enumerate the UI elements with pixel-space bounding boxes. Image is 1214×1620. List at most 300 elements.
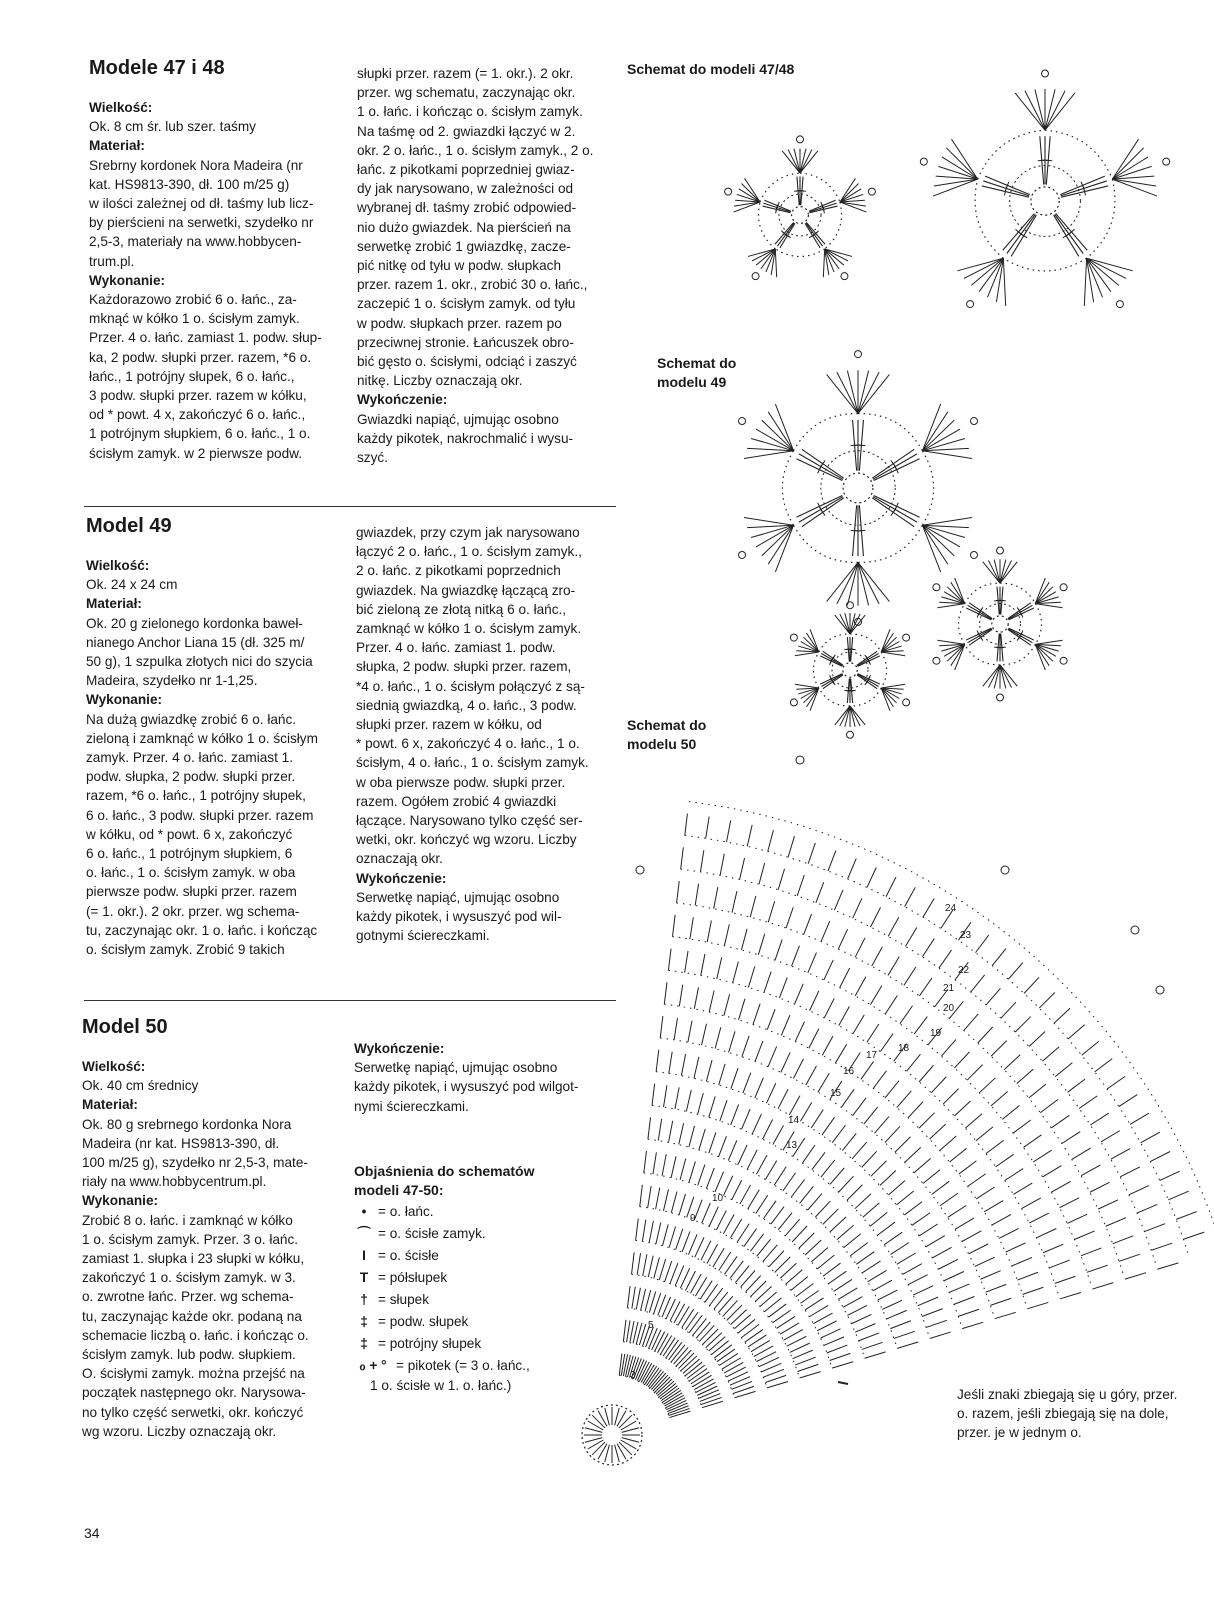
doily-stitch: [733, 1386, 754, 1393]
star-49-small-stitch: [969, 603, 992, 619]
doily-stitch: [632, 1252, 635, 1274]
doily-stitch: [824, 998, 834, 1018]
doily-stitch: [685, 1362, 702, 1376]
doily-stitch: [992, 949, 1006, 966]
star-49-large-fan-stitch: [837, 562, 858, 603]
doily-stitch: [759, 1357, 779, 1366]
text-line: Na taśmę od 2. gwiazdki łączyć w 2.: [357, 123, 576, 139]
star-49-small-fan-stitch: [937, 640, 964, 644]
text-line: ścisłym zamyk. w 2 pierwsze podw.: [89, 445, 303, 461]
star-47-48-fan-stitch: [1087, 258, 1119, 285]
star-49-large-tick: [857, 445, 865, 446]
star-47-48-partial-fan-stitch: [748, 249, 775, 256]
material-label: Materiał:: [86, 596, 142, 612]
text-line: modelu 49: [657, 374, 727, 390]
doily-stitch: [1081, 1165, 1100, 1176]
text-line: 1 o. ścisłym zamyk. Przer. 3 o. łańc.: [82, 1231, 299, 1247]
doily-stitch: [685, 1312, 698, 1330]
star-49-partial-tick: [830, 658, 833, 665]
doily-stitch: [755, 1286, 771, 1301]
star-49-small-fan-stitch: [1000, 562, 1017, 583]
star-49-small-chain: [965, 583, 1000, 603]
text-line: przer. wg schematu, zaczynając okr.: [357, 85, 576, 101]
star-49-small-tick: [978, 609, 982, 616]
star-49-partial-tick: [866, 677, 870, 684]
doily-stitch: [786, 1270, 803, 1284]
star-49-partial-stitch: [858, 674, 880, 685]
doily-stitch: [1157, 1263, 1178, 1269]
note-text: [957, 1385, 1197, 1442]
doily-stitch: [1022, 1198, 1041, 1209]
star-49-partial-stitch: [857, 651, 877, 665]
doily-stitch: [919, 1065, 933, 1082]
doily-stitch: [742, 1036, 749, 1057]
doily-stitch: [823, 1209, 839, 1225]
pointer-mark: [838, 1382, 848, 1384]
text-line: łańc., 1 potrójny słupek, 6 o. łańc.,: [89, 368, 295, 384]
star-49-partial-fan-stitch: [796, 688, 818, 689]
star-49-partial-tick: [831, 655, 836, 662]
text-line: (= 1. okr.). 2 okr. przer. wg schema-: [86, 903, 300, 919]
doily-stitch: [663, 1338, 675, 1356]
star-47-48-tick: [1066, 232, 1072, 237]
star-49-small-chain: [959, 604, 965, 645]
star-49-partial-tick: [866, 656, 870, 663]
text-line: oznaczają okr.: [356, 851, 443, 867]
doily-stitch: [800, 1372, 821, 1378]
star-49-large-tick: [819, 463, 823, 470]
star-49-partial-fan-stitch: [796, 651, 818, 652]
doily-stitch: [847, 1305, 867, 1315]
text-line: Każdorazowo zrobić 6 o. łańc., za-: [89, 292, 297, 308]
doily-center-stitch: [585, 1428, 602, 1433]
doily-center-stitch: [622, 1438, 639, 1443]
star-49-large-fan-stitch: [922, 451, 972, 459]
star-49-large-picot: [855, 618, 862, 625]
star-49-small-fan-stitch: [1000, 665, 1012, 688]
doily-stitch: [918, 1297, 938, 1306]
star-47-48-fan-stitch: [934, 179, 978, 186]
star-47-48-picot: [920, 158, 927, 165]
doily-stitch: [986, 988, 1000, 1005]
doily-stitch: [659, 1259, 665, 1280]
doily-stitch: [681, 1054, 685, 1076]
doily-picot: [636, 866, 644, 874]
star-49-partial-fan-stitch: [798, 646, 819, 652]
doily-stitch: [649, 1328, 658, 1348]
section-model-50-cont: [354, 1039, 597, 1116]
doily-stitch: [954, 1052, 969, 1068]
doily-stitch: [719, 1064, 725, 1085]
doily-stitch: [1024, 977, 1039, 993]
doily-stitch: [744, 1229, 757, 1247]
star-49-small-stitch: [1008, 605, 1032, 619]
star-49-partial-fan-stitch: [798, 688, 819, 694]
star-47-48-partial-fan-stitch: [745, 178, 761, 202]
text-line: Serwetkę napiąć, ujmując osobno: [356, 889, 560, 905]
doily-stitch: [666, 1299, 675, 1319]
doily-stitch: [1051, 1181, 1070, 1192]
round-number: 3: [630, 1370, 636, 1381]
star-47-48-tick: [1015, 229, 1021, 234]
round-number: 16: [843, 1066, 855, 1077]
doily-chain-round: [636, 1240, 800, 1377]
doily-stitch: [882, 1300, 902, 1309]
doily-stitch: [652, 1084, 655, 1106]
doily-stitch: [922, 938, 934, 956]
star-49-partial-fan-stitch: [807, 688, 819, 707]
doily-stitch: [778, 869, 784, 890]
doily-stitch: [671, 1345, 685, 1362]
doily-stitch: [830, 1168, 844, 1185]
doily-stitch: [649, 1221, 653, 1243]
doily-stitch: [748, 966, 754, 987]
doily-center-stitch: [615, 1445, 620, 1462]
star-47-48-partial-fan-stitch: [825, 249, 834, 272]
text-line: 6 o. łańc., 1 potrójnym słupkiem, 6: [86, 846, 293, 862]
doily-stitch: [914, 1017, 927, 1035]
star-49-small-fan-stitch: [944, 644, 965, 656]
doily-stitch: [727, 820, 731, 842]
doily-stitch: [715, 1172, 724, 1192]
doily-stitch: [1067, 1079, 1085, 1092]
star-49-partial-picot: [903, 699, 910, 706]
doily-stitch: [739, 999, 745, 1020]
doily-stitch: [706, 1168, 714, 1189]
star-49-large-tick: [821, 509, 826, 516]
doily-stitch: [990, 1298, 1011, 1305]
doily-stitch: [855, 938, 865, 958]
star-47-48-partial-fan-stitch: [825, 249, 848, 261]
doily-stitch: [669, 1408, 690, 1415]
doily-stitch: [662, 1390, 680, 1402]
doily-stitch: [894, 1331, 915, 1338]
doily-center: [582, 1405, 642, 1465]
star-49-partial-stitch: [820, 674, 842, 685]
star-49-small-stitch: [997, 587, 999, 615]
star-49-large-tick: [851, 530, 859, 531]
star-47-48-partial-tick: [783, 232, 789, 237]
star-47-48-partial-fan-stitch: [825, 249, 844, 265]
doily-stitch: [724, 994, 730, 1015]
star-49-partial-fan-stitch: [850, 614, 860, 634]
doily-stitch: [765, 1161, 776, 1180]
doily-stitch: [707, 1244, 718, 1263]
star-47-48-partial-fan-stitch: [756, 249, 775, 265]
star-49-partial-fan-stitch: [881, 688, 896, 703]
star-49-partial-stitch: [823, 651, 843, 665]
doily-stitch: [797, 1364, 818, 1371]
star-47-48-stitch: [1007, 214, 1035, 253]
doily-stitch: [821, 1160, 835, 1177]
doily-stitch: [664, 982, 667, 1004]
star-47-48-fan-stitch: [1025, 91, 1045, 130]
doily-stitch: [1049, 1260, 1070, 1268]
doily-stitch: [1111, 1149, 1130, 1160]
text-line: w oba pierwsze podw. słupki przer.: [356, 774, 566, 790]
doily-stitch: [822, 1117, 835, 1135]
text-line: o. łańc., 1 o. ścisłym zamyk. w oba: [86, 865, 296, 881]
legend-text: = pikotek (= 3 o. łańc.,: [396, 1357, 530, 1373]
section-model-49: [86, 514, 332, 959]
round-number: 24: [945, 903, 957, 914]
text-line: wetki, okr. kończyć wg wzoru. Liczby: [356, 832, 577, 848]
doily-stitch: [776, 1316, 794, 1328]
doily-stitch: [1012, 1257, 1032, 1266]
doily-stitch: [730, 1377, 750, 1386]
doily-stitch: [699, 1129, 705, 1150]
doily-chain-round: [677, 903, 1124, 1277]
star-49-partial-fan-stitch: [850, 706, 855, 727]
doily-stitch: [954, 1297, 975, 1305]
doily-stitch: [738, 1145, 747, 1165]
star-49-large-center-ring: [843, 473, 873, 503]
doily-stitch: [769, 1251, 784, 1267]
text-line: każdy pikotek, nakrochmalić i wysu-: [357, 430, 574, 446]
star-47-48-fan-stitch: [1035, 89, 1045, 130]
doily-stitch: [759, 863, 765, 884]
doily-stitch: [867, 1024, 879, 1042]
doily-stitch: [791, 1179, 804, 1197]
star-47-48-fan-stitch: [942, 157, 978, 179]
doily-stitch: [847, 1185, 863, 1201]
doily-stitch: [768, 1046, 777, 1066]
material-text: [86, 614, 332, 691]
doily-stitch: [897, 1191, 914, 1205]
star-49-large-inner-ring: [821, 451, 895, 525]
doily-stitch: [643, 1365, 654, 1384]
star-49-small-tick: [1018, 632, 1022, 639]
text-line: razem, *6 o. łańc., 1 potrójny słupek,: [86, 788, 306, 804]
doily-stitch: [641, 1363, 652, 1382]
star-47-48-partial-picot: [868, 188, 875, 195]
doily-center-stitch: [619, 1442, 632, 1455]
doily-stitch: [743, 1073, 751, 1094]
star-47-48-fan-stitch: [964, 258, 1003, 278]
legend-title: [354, 1162, 599, 1200]
star-49-small-fan-stitch: [1035, 597, 1058, 604]
legend-text: = o. łańc.: [378, 1203, 434, 1219]
doily-stitch: [756, 1352, 776, 1362]
doily-stitch: [701, 954, 705, 976]
doily-stitch: [653, 1152, 656, 1174]
doily-stitch: [697, 1386, 717, 1395]
star-49-small-tick: [998, 600, 1006, 601]
star-49-large-fan-stitch: [768, 412, 793, 451]
doily-chain-round: [656, 1072, 962, 1327]
doily-stitch: [720, 1100, 727, 1121]
doily-center-stitch: [585, 1438, 602, 1443]
text-line: 1 potrójnym słupkiem, 6 o. łańc., 1 o.: [89, 426, 311, 442]
doily-stitch: [640, 1185, 643, 1207]
doily-stitch: [649, 1292, 655, 1313]
star-49-small-tick: [1018, 609, 1022, 616]
doily-stitch: [1023, 1287, 1044, 1294]
doily-stitch: [919, 1224, 937, 1236]
doily-stitch: [1090, 1182, 1110, 1192]
doily-stitch: [1081, 1248, 1102, 1256]
doily-stitch: [959, 1161, 977, 1174]
star-47-48-partial-stitch: [763, 206, 791, 213]
doily-stitch: [823, 1263, 841, 1276]
doily-stitch: [809, 1305, 828, 1316]
text-line: 2 o. łańc. z pikotkami poprzednich: [356, 563, 561, 579]
star-49-partial-fan-stitch: [881, 646, 902, 652]
star-47-48-partial-fan-stitch: [840, 202, 866, 206]
star-47-48-fan-stitch: [1087, 258, 1094, 302]
doily-stitch: [768, 901, 774, 922]
doily-stitch: [930, 1332, 951, 1338]
legend-text: = potrójny słupek: [378, 1335, 482, 1351]
star-47-48-tick: [1006, 182, 1009, 189]
doily-stitch: [839, 1006, 850, 1025]
star-47-48-tick: [1081, 182, 1084, 189]
star-49-partial-fan-stitch: [881, 642, 899, 653]
star-47-48-stitch: [1054, 215, 1079, 256]
star-49-partial-tick: [831, 678, 836, 685]
star-49-large-stitch: [873, 497, 917, 522]
doily-stitch: [1039, 993, 1055, 1009]
doily-picot: [796, 756, 804, 764]
doily-stitch: [792, 1226, 807, 1242]
doily-stitch: [818, 1073, 829, 1092]
doily-stitch: [1027, 1302, 1048, 1308]
doily-stitch: [853, 1015, 864, 1034]
star-49-small-stitch: [969, 629, 992, 645]
star-49-small-stitch: [966, 608, 991, 620]
doily-stitch: [865, 1352, 886, 1358]
legend-symbol: †: [360, 1291, 368, 1307]
star-49-partial-fan-stitch: [850, 706, 860, 726]
star-47-48-fan-stitch: [1112, 148, 1143, 179]
doily-stitch: [637, 1361, 646, 1381]
star-47-48-partial-fan-stitch: [741, 183, 760, 202]
doily-stitch: [669, 1411, 690, 1417]
doily-chain-round: [672, 937, 1091, 1287]
doily-stitch: [1087, 1265, 1108, 1272]
star-49-large-stitch: [859, 420, 863, 471]
star-47-48-chain: [1087, 179, 1115, 258]
doily-stitch: [623, 1354, 627, 1376]
doily-stitch: [694, 1057, 699, 1078]
star-49-small-stitch: [1008, 603, 1031, 619]
doily-stitch: [788, 836, 794, 857]
doily-stitch: [665, 1395, 684, 1406]
doily-stitch: [685, 1271, 695, 1291]
doily-chain-round: [668, 970, 1059, 1296]
doily-stitch: [800, 1102, 811, 1121]
doily-stitch: [756, 1195, 768, 1213]
doily-stitch: [764, 1298, 781, 1312]
doily-stitch: [756, 1155, 767, 1174]
star-47-48-partial-fan-stitch: [840, 189, 861, 202]
text-line: gwiazdek. Na gwiazdkę łączącą zro-: [356, 582, 576, 598]
doily-stitch: [741, 929, 747, 950]
doily-stitch: [995, 1312, 1016, 1318]
doily-stitch: [734, 1391, 755, 1397]
doily-stitch: [884, 1232, 902, 1245]
doily-stitch: [651, 1373, 665, 1390]
doily-stitch: [1144, 1224, 1165, 1232]
doily-stitch: [859, 1333, 880, 1341]
doily-stitch: [1119, 1095, 1137, 1107]
doily-stitch: [680, 1268, 689, 1288]
doily-stitch: [753, 1004, 760, 1025]
legend-text: = półsłupek: [378, 1269, 448, 1285]
star-47-48-stitch: [1003, 214, 1034, 251]
doily-stitch: [661, 1388, 679, 1401]
doily-stitch: [979, 1078, 995, 1093]
text-line: tu, zaczynając okr. 1 o. łańc. i kończąc: [86, 922, 318, 938]
doily-stitch: [1051, 1115, 1069, 1128]
text-line: modeli 47-50:: [354, 1182, 444, 1198]
doily-stitch: [719, 1252, 731, 1270]
text-line: Ok. 80 g srebrnego kordonka Nora: [82, 1116, 292, 1132]
doily-stitch: [767, 1009, 775, 1030]
doily-stitch: [813, 1313, 832, 1324]
text-line: podw. słupka, 2 podw. słupki przer.: [86, 769, 296, 785]
work-label: Wykonanie:: [89, 272, 166, 288]
star-49-partial-fan-stitch: [850, 615, 865, 634]
doily-center-stitch: [617, 1444, 626, 1460]
doily-stitch: [706, 1060, 712, 1081]
star-49-partial-fan-stitch: [835, 615, 850, 634]
doily-stitch: [880, 1171, 896, 1186]
doily-stitch: [728, 1372, 748, 1381]
doily-stitch: [795, 984, 804, 1004]
doily-chain-round: [627, 1308, 734, 1397]
doily-stitch: [757, 1239, 771, 1256]
doily-stitch: [811, 1247, 828, 1261]
doily-stitch: [905, 1147, 921, 1162]
doily-stitch: [775, 1257, 791, 1273]
star-49-large-fan-stitch: [775, 525, 793, 572]
doily-stitch: [805, 1240, 821, 1255]
star-49-large-stitch: [802, 449, 844, 478]
star-47-48-partial-picot: [752, 273, 759, 280]
doily-stitch: [791, 1277, 808, 1291]
star-49-small-fan-stitch: [944, 592, 965, 604]
star-49-large-fan-stitch: [847, 371, 858, 414]
doily-stitch: [796, 1283, 814, 1296]
legend-symbol: ‡: [360, 1335, 368, 1351]
doily-stitch: [745, 1330, 763, 1343]
text-line: nianego Anchor Liana 15 (dł. 325 m/: [86, 634, 305, 650]
star-47-48-partial-fan-stitch: [840, 183, 859, 202]
star-49-large-chain: [858, 525, 922, 562]
star-49-partial-fan-stitch: [835, 706, 850, 725]
star-49-partial-tick: [844, 690, 852, 691]
star-47-48-partial-stitch: [777, 223, 794, 246]
section-models-47-48: [89, 56, 335, 463]
star-49-partial-stitch: [851, 637, 853, 662]
doily-stitch: [709, 1207, 718, 1227]
doily-stitch: [763, 1201, 776, 1219]
doily-stitch: [1151, 1243, 1172, 1250]
legend-item: [354, 1222, 599, 1244]
text-line: no tylko część serwetki, okr. kończyć: [82, 1404, 304, 1420]
star-49-large-tick: [895, 503, 898, 510]
doily-stitch: [695, 1277, 706, 1296]
text-line: od * powt. 4 x, zakończyć 6 o. łańc.,: [89, 407, 306, 423]
doily-stitch: [797, 875, 804, 896]
doily-stitch: [698, 1093, 704, 1114]
doily-stitch: [717, 1349, 735, 1362]
doily-stitch: [1119, 1254, 1140, 1261]
doily-stitch: [842, 1133, 856, 1150]
doily-stitch: [1060, 1198, 1080, 1208]
star-49-partial-fan-stitch: [881, 633, 893, 652]
